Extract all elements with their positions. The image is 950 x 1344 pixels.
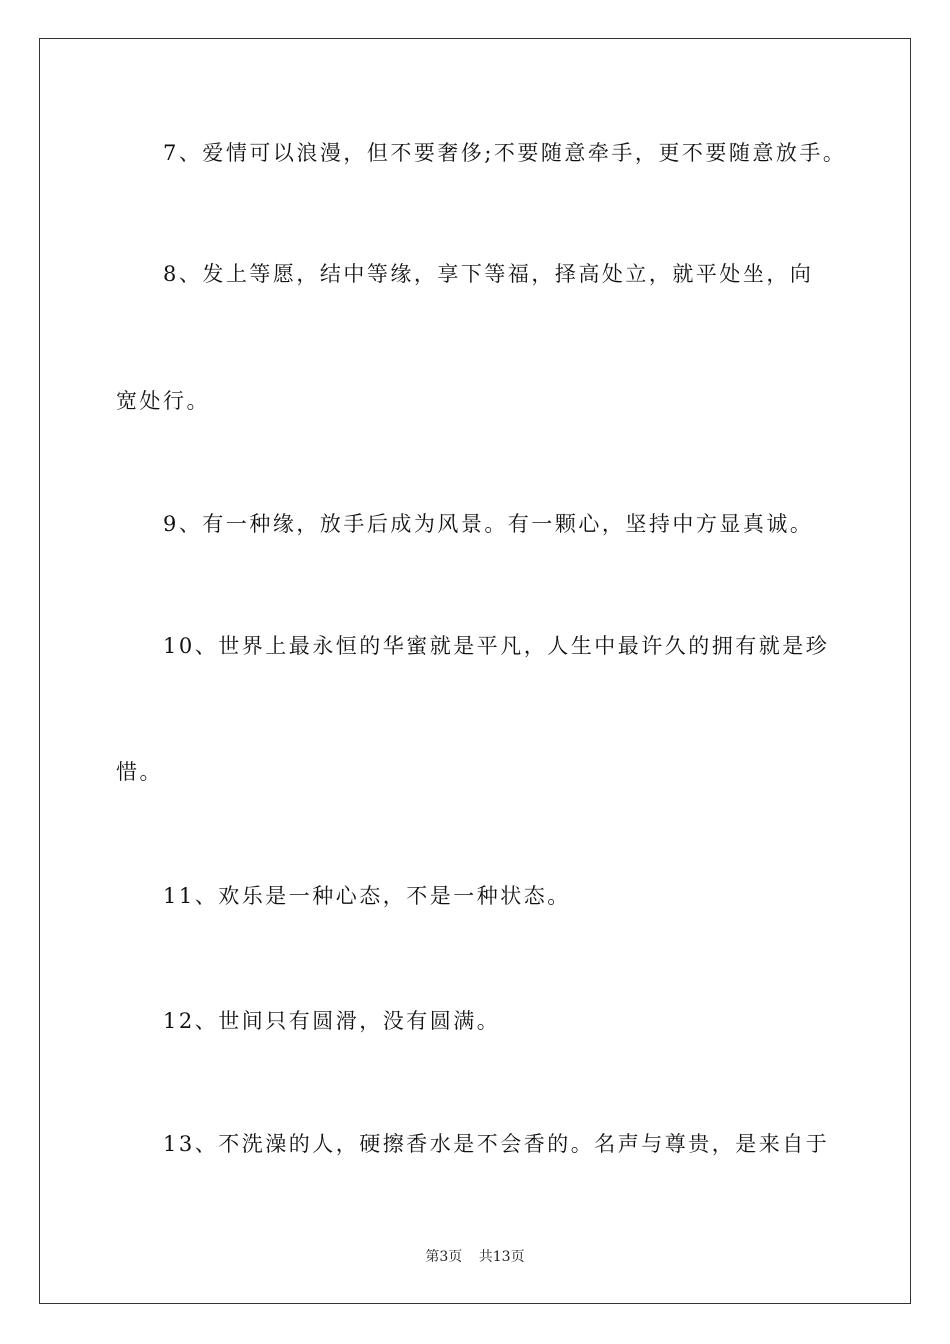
paragraph-8-line-1: 8、发上等愿，结中等缘，享下等福，择高处立，就平处坐，向 <box>163 262 814 286</box>
total-pages: 共13页 <box>478 1249 525 1265</box>
page-footer <box>0 1248 950 1266</box>
page-number: 第3页 <box>425 1249 463 1265</box>
paragraph-8-line-2: 宽处行。 <box>116 389 210 413</box>
paragraph-12-line-1: 12、世间只有圆滑，没有圆满。 <box>163 1009 501 1033</box>
paragraph-10-line-1: 10、世界上最永恒的华蜜就是平凡，人生中最许久的拥有就是珍 <box>163 634 830 658</box>
page-border <box>39 38 911 1304</box>
paragraph-7-line-1: 7、爱情可以浪漫，但不要奢侈;不要随意牵手，更不要随意放手。 <box>163 141 847 165</box>
paragraph-13-line-1: 13、不洗澡的人，硬擦香水是不会香的。名声与尊贵，是来自于 <box>163 1132 830 1156</box>
paragraph-11-line-1: 11、欢乐是一种心态，不是一种状态。 <box>163 884 571 908</box>
paragraph-9-line-1: 9、有一种缘，放手后成为风景。有一颗心，坚持中方显真诚。 <box>163 512 814 536</box>
paragraph-10-line-2: 惜。 <box>116 760 163 784</box>
